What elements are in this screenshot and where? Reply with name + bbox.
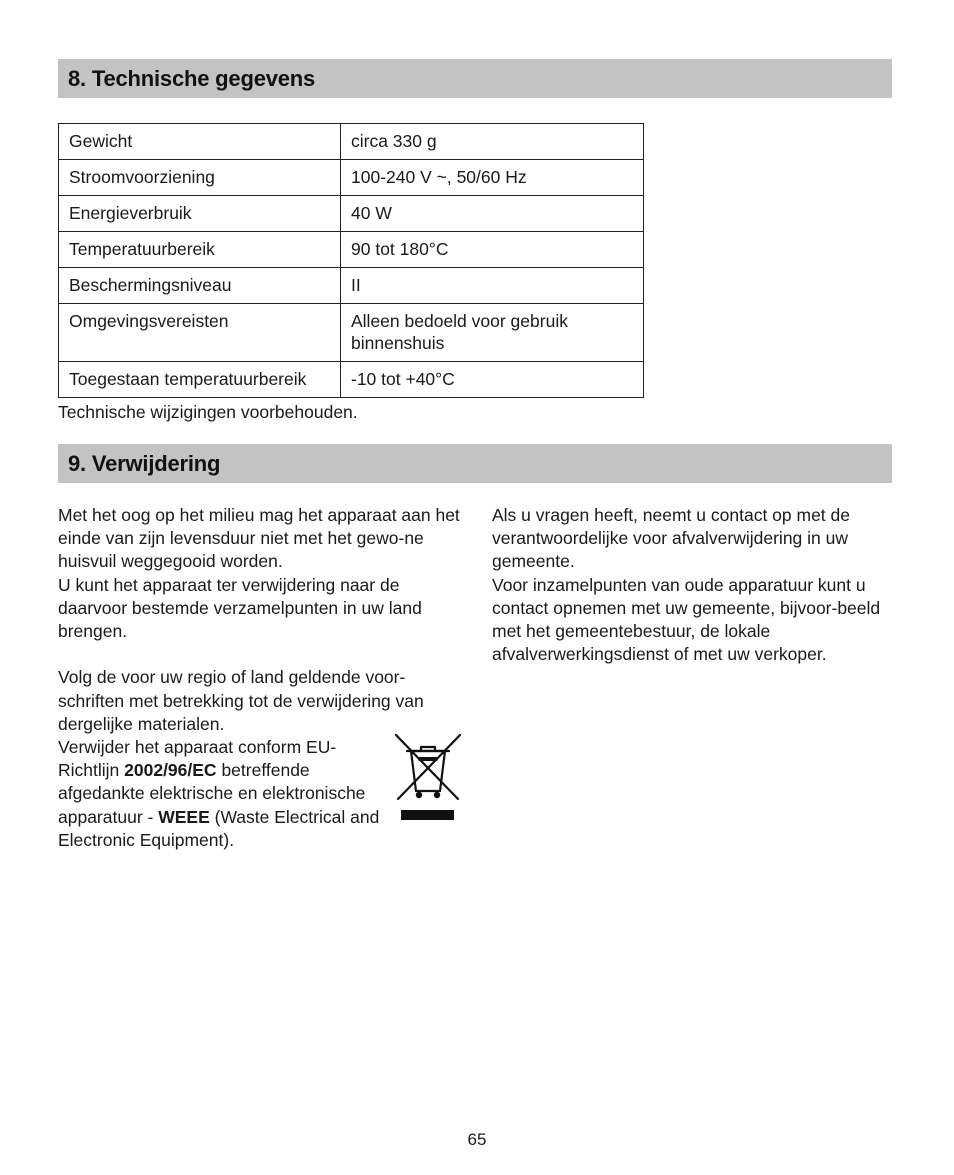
disposal-paragraph: Volg de voor uw regio of land geldende voor-schriften met betrekking tot de verwijdering van dergelijke materialen. bbox=[58, 667, 424, 734]
disposal-right-column bbox=[492, 504, 902, 666]
spec-label: Omgevingsvereisten bbox=[59, 304, 341, 362]
specs-row bbox=[59, 124, 644, 160]
spec-label: Stroomvoorziening bbox=[59, 160, 341, 196]
spec-value: 40 W bbox=[341, 196, 644, 232]
weee-text-part: (Waste Electrical and Electronic Equipment). bbox=[58, 806, 380, 850]
spec-label: Energieverbruik bbox=[59, 196, 341, 232]
weee-text-part: Verwijder het apparaat conform EU-Richtlijn bbox=[58, 737, 337, 781]
spec-value: II bbox=[341, 268, 644, 304]
specs-row bbox=[59, 232, 644, 268]
specs-table bbox=[58, 123, 644, 398]
specs-row bbox=[59, 160, 644, 196]
specs-row bbox=[59, 196, 644, 232]
spec-label: Gewicht bbox=[59, 124, 341, 160]
page-number: 65 bbox=[467, 1130, 487, 1149]
spec-value: -10 tot +40°C bbox=[341, 362, 644, 398]
section-heading-disposal: 9. Verwijdering bbox=[58, 444, 892, 483]
spec-label: Beschermingsniveau bbox=[59, 268, 341, 304]
technical-note: Technische wijzigingen voorbehouden. bbox=[58, 402, 358, 422]
weee-abbreviation: WEEE bbox=[158, 806, 210, 827]
disposal-paragraph: Met het oog op het milieu mag het apparaat aan het einde van zijn levensduur niet met het gewo-ne huisvuil weggegooid worden. bbox=[58, 505, 460, 572]
weee-text-part: betreffende afgedankte elektrische en elektronische apparatuur - bbox=[58, 760, 366, 827]
section-heading-technical-data: 8. Technische gegevens bbox=[58, 59, 892, 98]
crossed-out-wheelie-bin-icon bbox=[394, 733, 462, 821]
spec-label: Toegestaan temperatuurbereik bbox=[59, 362, 341, 398]
spec-value: circa 330 g bbox=[341, 124, 644, 160]
disposal-paragraph: Voor inzamelpunten van oude apparatuur kunt u contact opnemen met uw gemeente, bijvoor-beeld met het gemeentebestuur, de lokale afvalverwerkingsdienst of met uw verkoper. bbox=[492, 574, 881, 665]
spec-label: Temperatuurbereik bbox=[59, 232, 341, 268]
disposal-paragraph: Als u vragen heeft, neemt u contact op met de verantwoordelijke voor afvalverwijdering in uw gemeente. bbox=[492, 505, 850, 572]
spec-value: Alleen bedoeld voor gebruik binnenshuis bbox=[341, 304, 644, 362]
specs-row bbox=[59, 268, 644, 304]
spec-value: 100-240 V ~, 50/60 Hz bbox=[341, 160, 644, 196]
specs-row bbox=[59, 304, 644, 362]
directive-number: 2002/96/EC bbox=[124, 760, 217, 781]
spec-value: 90 tot 180°C bbox=[341, 232, 644, 268]
disposal-paragraph: U kunt het apparaat ter verwijdering naar de daarvoor bestemde verzamelpunten in uw land brengen. bbox=[58, 574, 422, 642]
specs-row bbox=[59, 362, 644, 398]
weee-paragraph bbox=[58, 736, 393, 852]
